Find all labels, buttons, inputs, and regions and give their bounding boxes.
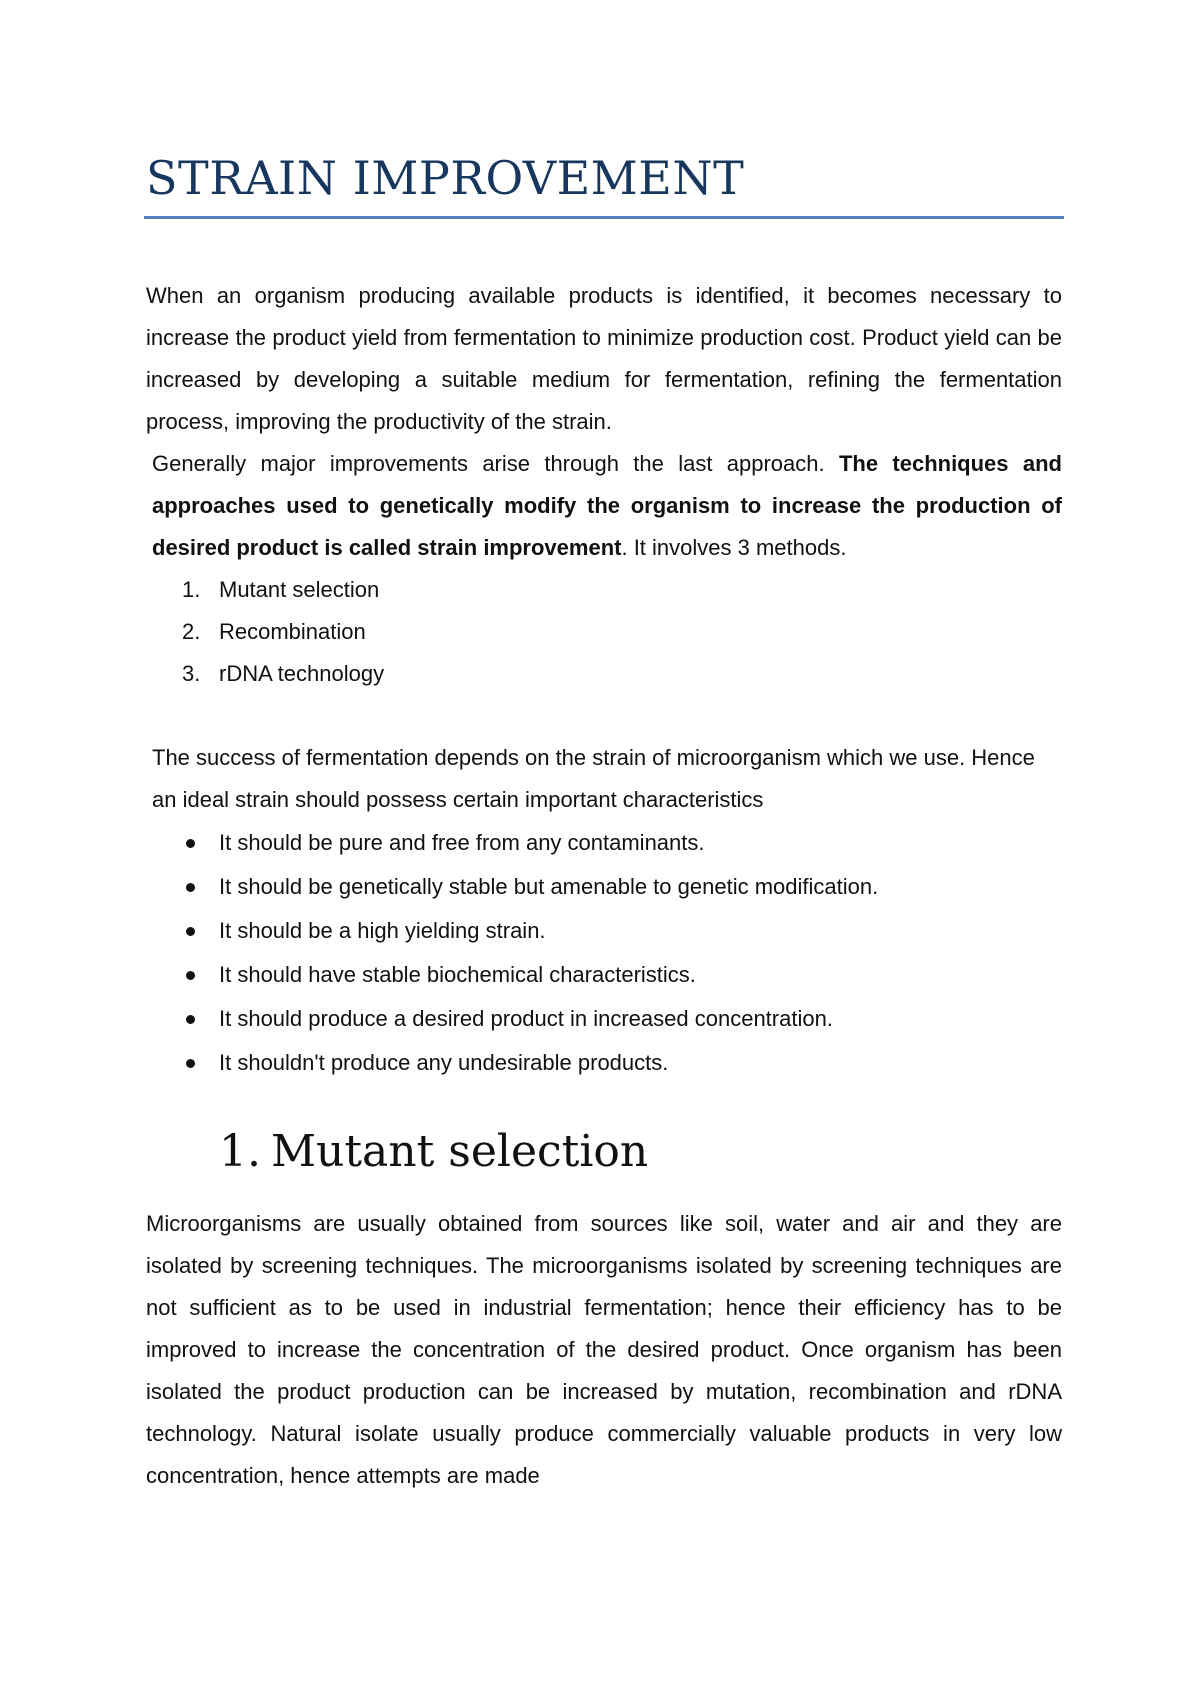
methods-list bbox=[146, 569, 1062, 695]
bullet-icon bbox=[186, 1015, 195, 1024]
list-item bbox=[146, 909, 1062, 953]
list-item bbox=[146, 1041, 1062, 1085]
section-body-paragraph: Microorganisms are usually obtained from sources like soil, water and air and they are isolated by screening techniques. The microorganisms isolated by screening techniques are not sufficient as to be used in industrial fermentation; hence their efficiency has to be improved to increase the concentration of the desired product. Once organism has been isolated the product production can be increased by mutation, recombination and rDNA technology. Natural isolate usually produce commercially valuable products in very low concentration, hence attempts are made bbox=[146, 1211, 1062, 1488]
list-item-number: 1. bbox=[182, 577, 201, 602]
list-item bbox=[146, 997, 1062, 1041]
bullet-icon bbox=[186, 883, 195, 892]
list-item-label: It should be genetically stable but amenable to genetic modification. bbox=[219, 874, 879, 899]
list-item bbox=[146, 953, 1062, 997]
list-item-label: It should be pure and free from any contaminants. bbox=[219, 830, 705, 855]
ideal-strain-paragraph: The success of fermentation depends on the strain of microorganism which we use. Hence an ideal strain should possess certain important characteristics bbox=[152, 745, 1035, 812]
document-content bbox=[146, 148, 1062, 1497]
bullet-icon bbox=[186, 927, 195, 936]
section-title: Mutant selection bbox=[270, 1126, 649, 1177]
intro-paragraph: When an organism producing available products is identified, it becomes necessary to increase the product yield from fermentation to minimize production cost. Product yield can be increased by developing a suitable medium for fermentation, refining the fermentation process, improving the productivity of the strain. bbox=[146, 283, 1062, 434]
document-title: STRAIN IMPROVEMENT bbox=[146, 151, 745, 205]
section-number: 1. bbox=[219, 1126, 261, 1177]
list-item-number: 2. bbox=[182, 619, 201, 644]
list-item bbox=[146, 865, 1062, 909]
section-heading bbox=[219, 1119, 1062, 1185]
list-item bbox=[146, 611, 1062, 653]
definition-bold-text: The techniques and approaches used to genetically modify the organism to increase the production of desired product is called strain improvement bbox=[152, 451, 1062, 560]
title-underline bbox=[144, 216, 1064, 219]
definition-paragraph bbox=[146, 443, 1062, 569]
bullet-icon bbox=[186, 971, 195, 980]
list-item-label: It should have stable biochemical characteristics. bbox=[219, 962, 696, 987]
list-item-label: Recombination bbox=[219, 619, 366, 644]
list-item-number: 3. bbox=[182, 661, 201, 686]
bullet-icon bbox=[186, 839, 195, 848]
definition-lead: Generally major improvements arise through the last approach. bbox=[152, 451, 839, 476]
list-item bbox=[146, 821, 1062, 865]
list-item-label: rDNA technology bbox=[219, 661, 385, 686]
list-item-label: Mutant selection bbox=[219, 577, 380, 602]
list-item-label: It shouldn't produce any undesirable products. bbox=[219, 1050, 669, 1075]
definition-tail: . It involves 3 methods. bbox=[621, 535, 847, 560]
list-item bbox=[146, 653, 1062, 695]
list-item bbox=[146, 569, 1062, 611]
list-item-label: It should produce a desired product in increased concentration. bbox=[219, 1006, 833, 1031]
characteristics-list bbox=[146, 821, 1062, 1085]
list-item-label: It should be a high yielding strain. bbox=[219, 918, 546, 943]
spacer bbox=[146, 695, 1062, 737]
bullet-icon bbox=[186, 1059, 195, 1068]
